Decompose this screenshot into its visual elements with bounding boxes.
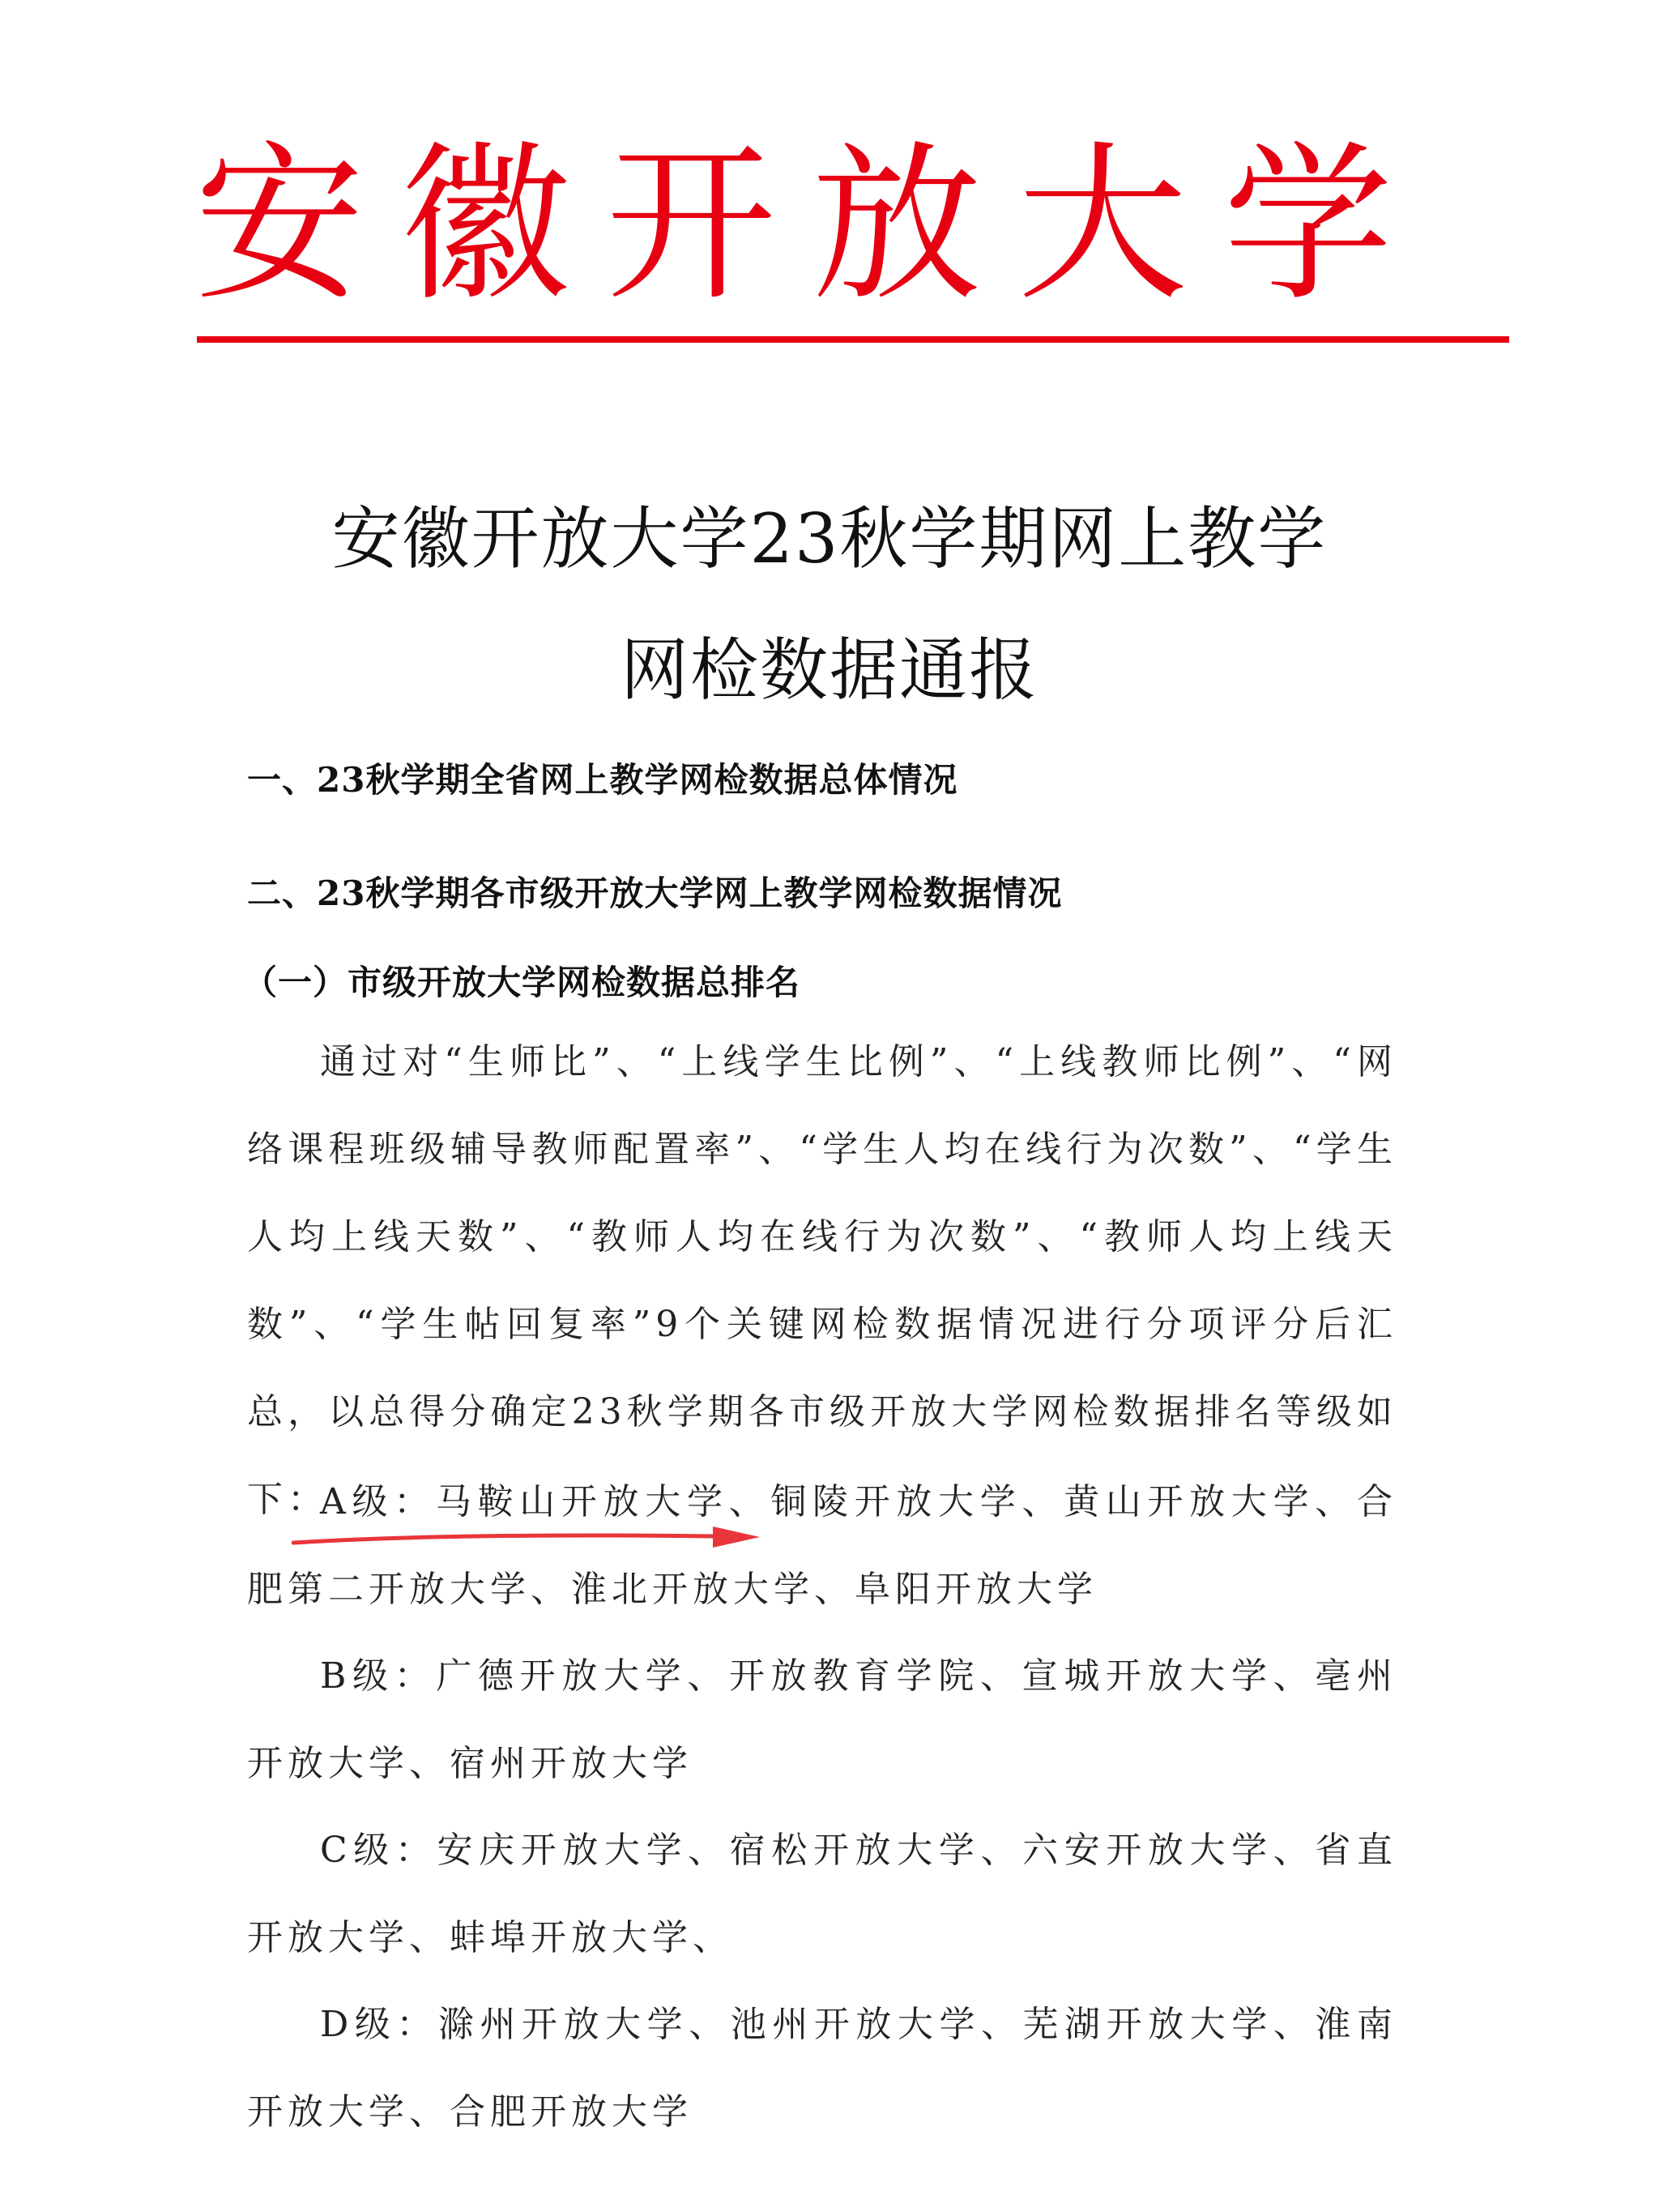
red-arrow-annotation: [292, 1522, 761, 1551]
intro-paragraph: 通过对“生师比”、“上线学生比例”、“上线教师比例”、“网络课程班级辅导教师配置率”、“学生人均在线行为次数”、“学生人均上线天数”、“教师人均在线行为次数”、“教师人均上线天数”、“学生帖回复率”9个关键网检数据情况进行分项评分后汇总，以总得分确定23秋学期各市级开放大学网检数据排名等级如下：: [247, 1041, 1397, 1520]
document-title-line2: 网检数据通报: [620, 630, 1038, 710]
letterhead-char: 安: [194, 126, 365, 324]
section-heading-1: 一、23秋学期全省网上教学网检数据总体情况: [247, 760, 958, 800]
grade-d-paragraph: D级：滁州开放大学、池州开放大学、芜湖开放大学、淮南开放大学、合肥开放大学: [247, 2004, 1397, 2133]
subsection-heading-1: （一）市级开放大学网检数据总排名: [243, 963, 801, 1002]
grade-b-paragraph: B级：广德开放大学、开放教育学院、宣城开放大学、亳州开放大学、宿州开放大学: [247, 1655, 1397, 1784]
section-heading-2: 二、23秋学期各市级开放大学网上教学网检数据情况: [247, 873, 1063, 913]
letterhead-char: 学: [1222, 126, 1393, 324]
letterhead-title: [194, 128, 1393, 322]
grade-c-paragraph: C级：安庆开放大学、宿松开放大学、六安开放大学、省直开放大学、蚌埠开放大学、: [247, 1830, 1397, 1958]
letterhead-char: 放: [811, 126, 982, 324]
letterhead-char: 大: [1017, 126, 1188, 324]
document-title-line1: 安徽开放大学23秋学期网上教学: [331, 499, 1328, 579]
letterhead-char: 开: [605, 126, 776, 324]
letterhead-divider: [197, 336, 1509, 343]
grade-a-paragraph: A级：马鞍山开放大学、铜陵开放大学、黄山开放大学、合肥第二开放大学、淮北开放大学、阜阳开放大学: [247, 1481, 1397, 1610]
letterhead-char: 徽: [399, 126, 570, 324]
